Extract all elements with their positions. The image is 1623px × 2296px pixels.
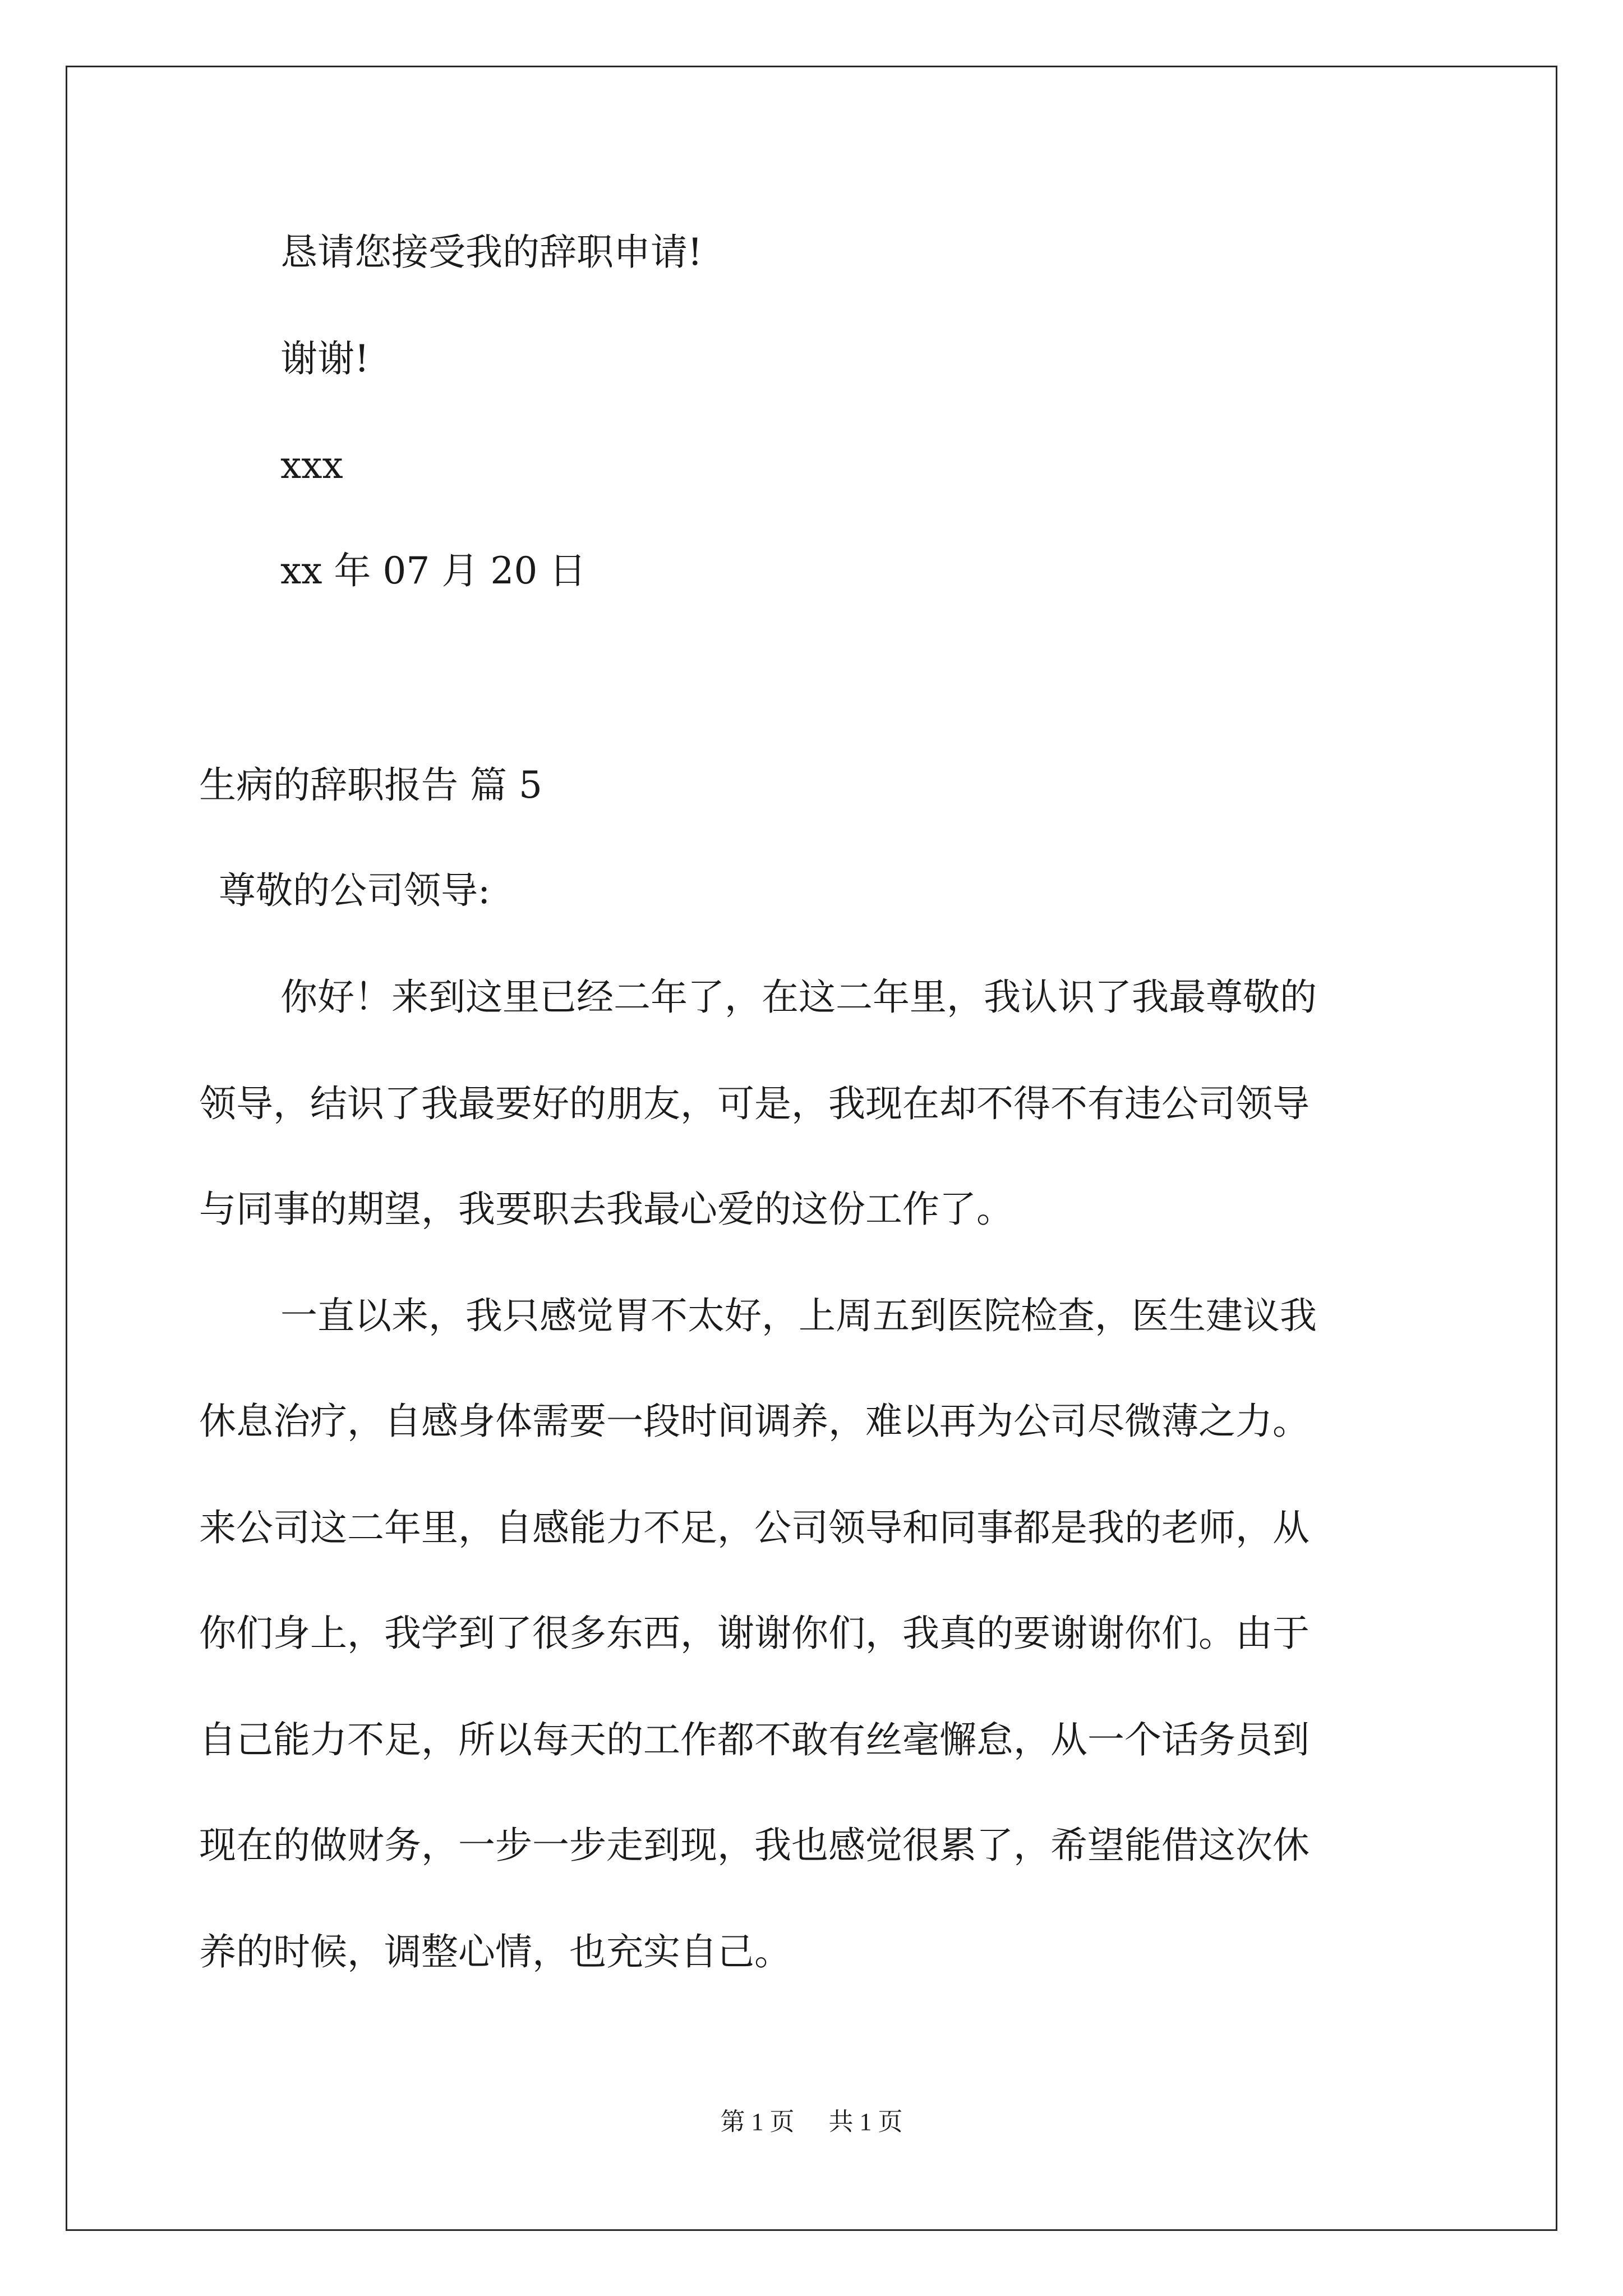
request-line: 恳请您接受我的辞职申请! — [280, 231, 703, 274]
body-line: 你们身上，我学到了很多东西，谢谢你们，我真的要谢谢你们。由于 — [199, 1612, 1310, 1655]
body-line: 来公司这二年里，自感能力不足，公司领导和同事都是我的老师，从 — [199, 1506, 1310, 1549]
body-line: 一直以来，我只感觉胃不太好，上周五到医院检查，医生建议我 — [280, 1294, 1317, 1337]
section-title: 生病的辞职报告 篇 5 — [199, 763, 542, 807]
body-line: 与同事的期望，我要职去我最心爱的这份工作了。 — [199, 1188, 1013, 1231]
page-border — [66, 66, 1557, 2231]
page-number: 第 1 页 — [720, 2108, 795, 2136]
body-line: 领导，结识了我最要好的朋友，可是，我现在却不得不有违公司领导 — [199, 1082, 1310, 1125]
date-line: xx 年 07 月 20 日 — [280, 549, 587, 592]
salutation: 尊敬的公司领导: — [219, 869, 491, 912]
page-footer — [0, 2106, 1623, 2138]
body-line: 休息治疗，自感身体需要一段时间调养，难以再为公司尽微薄之力。 — [199, 1400, 1310, 1443]
body-line: 你好！来到这里已经二年了，在这二年里，我认识了我最尊敬的 — [280, 976, 1317, 1019]
signature-line: xxx — [280, 444, 343, 487]
page-total: 共 1 页 — [828, 2108, 903, 2136]
body-line: 现在的做财务，一步一步走到现，我也感觉很累了，希望能借这次休 — [199, 1824, 1310, 1867]
body-line: 自己能力不足，所以每天的工作都不敢有丝毫懈怠，从一个话务员到 — [199, 1718, 1310, 1761]
body-line: 养的时候，调整心情，也充实自己。 — [199, 1930, 791, 1973]
thanks-line: 谢谢! — [280, 337, 370, 380]
